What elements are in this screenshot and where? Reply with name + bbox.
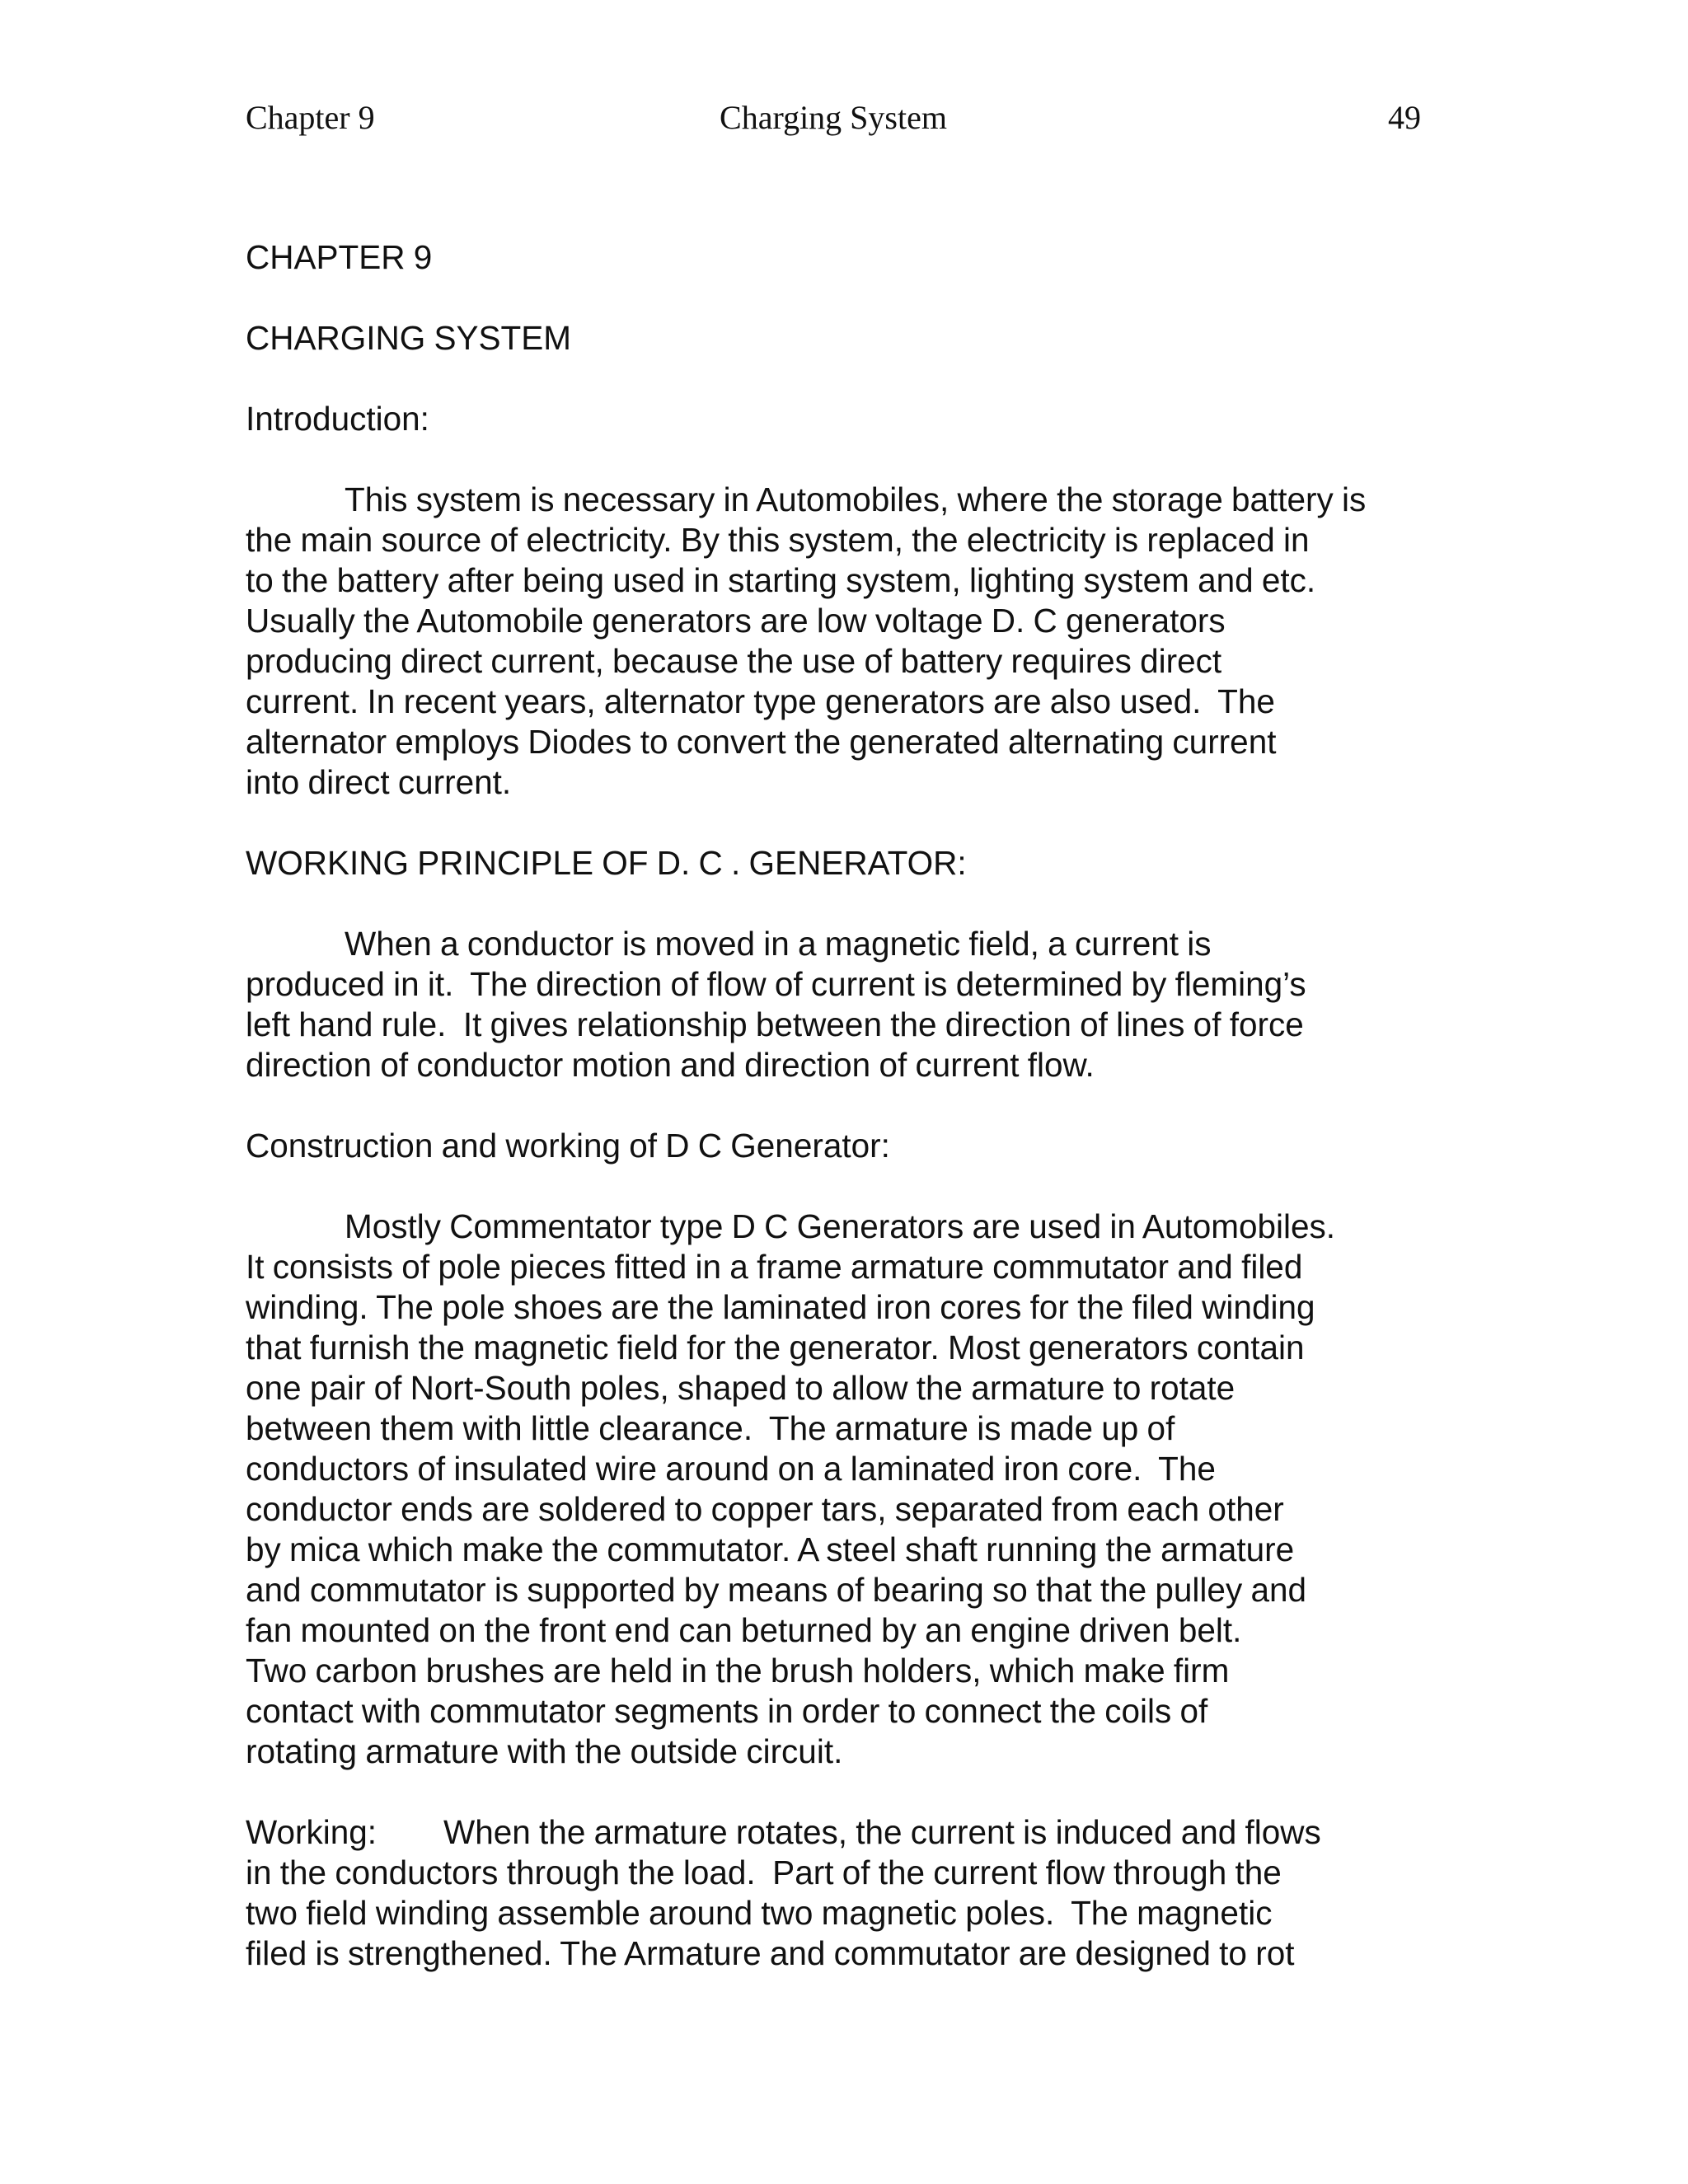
paragraph-line: alternator employs Diodes to convert the generated alternating current xyxy=(246,723,1277,761)
paragraph-line: This system is necessary in Automobiles, where the storage battery is xyxy=(345,480,1367,518)
working-principle-paragraph xyxy=(246,924,1437,1085)
paragraph-line: current. In recent years, alternator type generators are also used. The xyxy=(246,682,1275,720)
page-body xyxy=(246,237,1437,1974)
spacer xyxy=(246,1772,1437,1812)
spacer xyxy=(246,278,1437,318)
paragraph-line: fan mounted on the front end can beturned by an engine driven belt. xyxy=(246,1611,1242,1649)
paragraph-line: left hand rule. It gives relationship between the direction of lines of force xyxy=(246,1005,1304,1043)
paragraph-line: rotating armature with the outside circuit. xyxy=(246,1732,843,1770)
working-label: Working: xyxy=(246,1813,377,1851)
spacer xyxy=(246,1085,1437,1126)
paragraph-line: in the conductors through the load. Part of the current flow through the xyxy=(246,1854,1282,1891)
spacer xyxy=(246,439,1437,480)
running-header xyxy=(246,97,1421,138)
paragraph-line: and commutator is supported by means of bearing so that the pulley and xyxy=(246,1571,1307,1609)
paragraph-line: filed is strengthened. The Armature and commutator are designed to rot xyxy=(246,1934,1295,1972)
page-number: 49 xyxy=(1388,99,1421,136)
paragraph-line: It consists of pole pieces fitted in a frame armature commutator and filed xyxy=(246,1248,1303,1286)
paragraph-line: into direct current. xyxy=(246,763,512,801)
paragraph-line: to the battery after being used in starting system, lighting system and etc. xyxy=(246,561,1316,599)
construction-heading: Construction and working of D C Generator: xyxy=(246,1127,890,1165)
paragraph-line: winding. The pole shoes are the laminated iron cores for the filed winding xyxy=(246,1288,1315,1326)
working-first-line xyxy=(246,1812,1437,1853)
spacer xyxy=(246,1166,1437,1207)
paragraph-line: that furnish the magnetic field for the generator. Most generators contain xyxy=(246,1329,1305,1366)
paragraph-line: When a conductor is moved in a magnetic field, a current is xyxy=(345,925,1212,963)
construction-paragraph xyxy=(246,1207,1437,1772)
paragraph-line: contact with commutator segments in order to connect the coils of xyxy=(246,1692,1208,1730)
paragraph-line: Usually the Automobile generators are low voltage D. C generators xyxy=(246,602,1226,640)
paragraph-line: direction of conductor motion and direction of current flow. xyxy=(246,1046,1095,1084)
paragraph-line: When the armature rotates, the current is induced and flows xyxy=(443,1813,1321,1851)
spacer xyxy=(246,803,1437,843)
chapter-title: CHARGING SYSTEM xyxy=(246,319,572,357)
introduction-heading: Introduction: xyxy=(246,400,429,438)
paragraph-line: conductors of insulated wire around on a laminated iron core. The xyxy=(246,1450,1216,1488)
paragraph-line: by mica which make the commutator. A steel shaft running the armature xyxy=(246,1530,1295,1568)
paragraph-line: produced in it. The direction of flow of current is determined by fleming’s xyxy=(246,965,1306,1003)
working-paragraph xyxy=(246,1812,1437,1974)
paragraph-line: two field winding assemble around two magnetic poles. The magnetic xyxy=(246,1894,1273,1932)
header-title: Charging System xyxy=(720,99,947,136)
spacer xyxy=(246,359,1437,399)
paragraph-line: conductor ends are soldered to copper tars, separated from each other xyxy=(246,1490,1284,1528)
paragraph-line: Two carbon brushes are held in the brush holders, which make firm xyxy=(246,1652,1230,1690)
chapter-label: CHAPTER 9 xyxy=(246,238,433,276)
paragraph-line: producing direct current, because the use of battery requires direct xyxy=(246,642,1222,680)
paragraph-line: Mostly Commentator type D C Generators are used in Automobiles. xyxy=(345,1207,1336,1245)
spacer xyxy=(246,883,1437,924)
introduction-paragraph xyxy=(246,480,1437,803)
paragraph-line: between them with little clearance. The armature is made up of xyxy=(246,1409,1175,1447)
paragraph-line: the main source of electricity. By this system, the electricity is replaced in xyxy=(246,521,1310,559)
paragraph-line: one pair of Nort-South poles, shaped to allow the armature to rotate xyxy=(246,1369,1236,1407)
working-principle-heading: WORKING PRINCIPLE OF D. C . GENERATOR: xyxy=(246,844,967,882)
header-chapter: Chapter 9 xyxy=(246,99,375,136)
